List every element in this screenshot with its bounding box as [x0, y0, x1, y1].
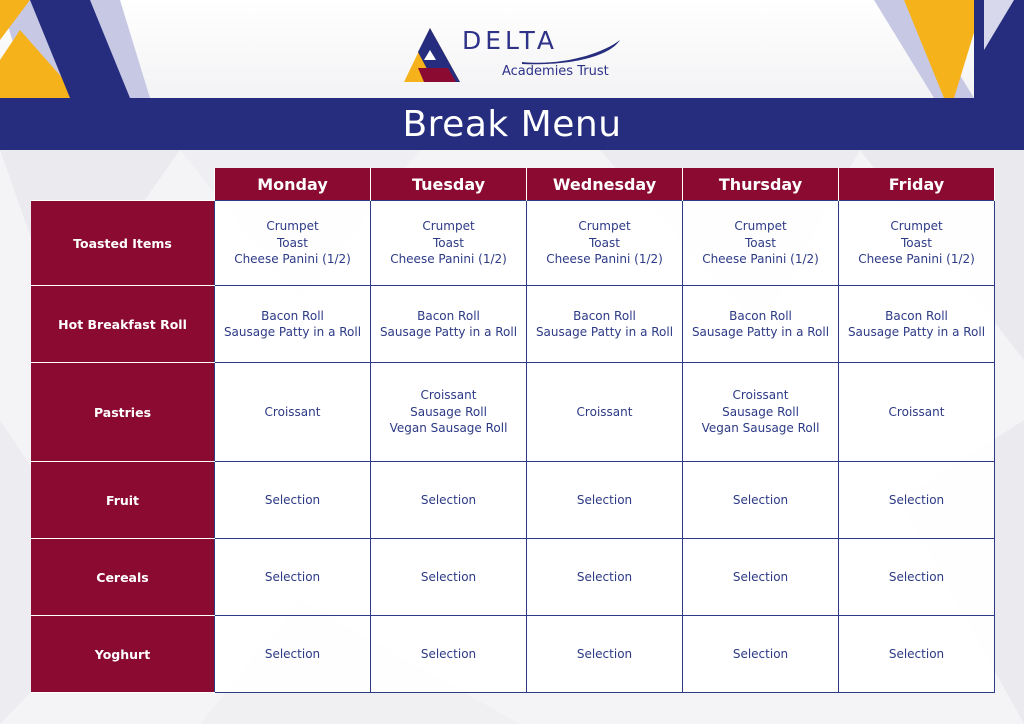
- delta-triangle-icon: [404, 28, 460, 82]
- menu-item: Selection: [576, 492, 633, 507]
- menu-item: Sausage Patty in a Roll: [223, 325, 362, 339]
- menu-item: Selection: [264, 646, 321, 661]
- menu-cell-wednesday: [527, 462, 683, 539]
- menu-cell-friday: [839, 462, 995, 539]
- menu-item: Croissant: [732, 388, 789, 403]
- category-label: Fruit: [31, 462, 215, 539]
- menu-cell-tuesday: [371, 462, 527, 539]
- menu-item: Cheese Panini (1/2): [702, 252, 819, 267]
- menu-row-pastries: [31, 363, 995, 462]
- day-header-thursday: Thursday: [683, 168, 839, 201]
- menu-cell-monday: [215, 539, 371, 616]
- corner-cell: [31, 168, 215, 201]
- corner-decoration-right: [874, 0, 1024, 98]
- category-label: Cereals: [31, 539, 215, 616]
- page-title: Break Menu: [402, 103, 622, 145]
- menu-item: Crumpet: [890, 219, 943, 234]
- day-header-monday: Monday: [215, 168, 371, 201]
- menu-item: Crumpet: [422, 219, 475, 234]
- menu-item: Toast: [433, 235, 464, 250]
- category-label: Pastries: [31, 363, 215, 462]
- menu-item: Cheese Panini (1/2): [858, 252, 975, 267]
- logo-subtitle: Academies Trust: [502, 64, 609, 79]
- menu-cell-wednesday: [527, 616, 683, 693]
- menu-item: Selection: [264, 569, 321, 584]
- menu-item: Selection: [888, 569, 945, 584]
- menu-item: Toast: [901, 235, 932, 250]
- menu-cell-tuesday: [371, 286, 527, 363]
- menu-item: Selection: [420, 646, 477, 661]
- menu-item: Croissant: [264, 404, 321, 419]
- menu-item: Bacon Roll: [885, 308, 948, 323]
- menu-cell-thursday: [683, 286, 839, 363]
- day-header-wednesday: Wednesday: [527, 168, 683, 201]
- menu-row-toasted-items: [31, 201, 995, 286]
- break-menu-table: [31, 168, 995, 693]
- menu-item: Selection: [264, 492, 321, 507]
- menu-item: Selection: [732, 646, 789, 661]
- delta-logo: [404, 26, 626, 84]
- menu-item: Sausage Patty in a Roll: [379, 325, 518, 339]
- menu-cell-wednesday: [527, 539, 683, 616]
- menu-cell-thursday: [683, 201, 839, 286]
- day-header-friday: Friday: [839, 168, 995, 201]
- menu-row-cereals: [31, 539, 995, 616]
- menu-item: Toast: [277, 235, 308, 250]
- category-label: Hot Breakfast Roll: [31, 286, 215, 363]
- menu-item: Sausage Patty in a Roll: [535, 325, 674, 339]
- menu-cell-friday: [839, 539, 995, 616]
- menu-cell-monday: [215, 616, 371, 693]
- menu-item: Bacon Roll: [729, 308, 792, 323]
- menu-item: Vegan Sausage Roll: [389, 421, 508, 436]
- menu-cell-wednesday: [527, 286, 683, 363]
- menu-cell-monday: [215, 363, 371, 462]
- menu-cell-friday: [839, 286, 995, 363]
- menu-cell-monday: [215, 286, 371, 363]
- logo-swoosh: [522, 40, 622, 66]
- menu-item: Toast: [589, 235, 620, 250]
- menu-cell-friday: [839, 201, 995, 286]
- menu-item: Selection: [420, 569, 477, 584]
- category-label: Yoghurt: [31, 616, 215, 693]
- menu-item: Croissant: [420, 388, 477, 403]
- logo-wordmark: DELTA: [462, 26, 558, 55]
- menu-item: Bacon Roll: [573, 308, 636, 323]
- menu-item: Selection: [732, 569, 789, 584]
- menu-cell-thursday: [683, 363, 839, 462]
- title-band: [0, 98, 1024, 150]
- menu-item: Selection: [576, 569, 633, 584]
- menu-cell-tuesday: [371, 201, 527, 286]
- menu-item: Croissant: [576, 404, 633, 419]
- menu-item: Crumpet: [578, 219, 631, 234]
- menu-item: Selection: [888, 492, 945, 507]
- menu-item: Selection: [420, 492, 477, 507]
- menu-item: Toast: [745, 235, 776, 250]
- menu-item: Bacon Roll: [417, 308, 480, 323]
- menu-item: Croissant: [888, 404, 945, 419]
- menu-item: Cheese Panini (1/2): [546, 252, 663, 267]
- menu-cell-wednesday: [527, 201, 683, 286]
- menu-item: Sausage Roll: [410, 404, 487, 419]
- menu-cell-friday: [839, 363, 995, 462]
- menu-item: Crumpet: [266, 219, 319, 234]
- menu-item: Selection: [576, 646, 633, 661]
- menu-cell-tuesday: [371, 616, 527, 693]
- menu-item: Vegan Sausage Roll: [701, 421, 820, 436]
- menu-row-yoghurt: [31, 616, 995, 693]
- corner-decoration-left: [0, 0, 150, 98]
- menu-item: Crumpet: [734, 219, 787, 234]
- menu-row-fruit: [31, 462, 995, 539]
- menu-item: Sausage Roll: [722, 404, 799, 419]
- menu-row-hot-breakfast-roll: [31, 286, 995, 363]
- day-header-row: [31, 168, 995, 201]
- menu-item: Sausage Patty in a Roll: [847, 325, 986, 339]
- menu-cell-wednesday: [527, 363, 683, 462]
- menu-cell-monday: [215, 201, 371, 286]
- menu-cell-friday: [839, 616, 995, 693]
- menu-cell-tuesday: [371, 363, 527, 462]
- menu-cell-thursday: [683, 616, 839, 693]
- menu-item: Cheese Panini (1/2): [390, 252, 507, 267]
- day-header-tuesday: Tuesday: [371, 168, 527, 201]
- menu-item: Bacon Roll: [261, 308, 324, 323]
- menu-cell-tuesday: [371, 539, 527, 616]
- menu-cell-thursday: [683, 462, 839, 539]
- menu-item: Cheese Panini (1/2): [234, 252, 351, 267]
- menu-cell-monday: [215, 462, 371, 539]
- menu-cell-thursday: [683, 539, 839, 616]
- menu-item: Selection: [888, 646, 945, 661]
- category-label: Toasted Items: [31, 201, 215, 286]
- menu-item: Sausage Patty in a Roll: [691, 325, 830, 339]
- menu-item: Selection: [732, 492, 789, 507]
